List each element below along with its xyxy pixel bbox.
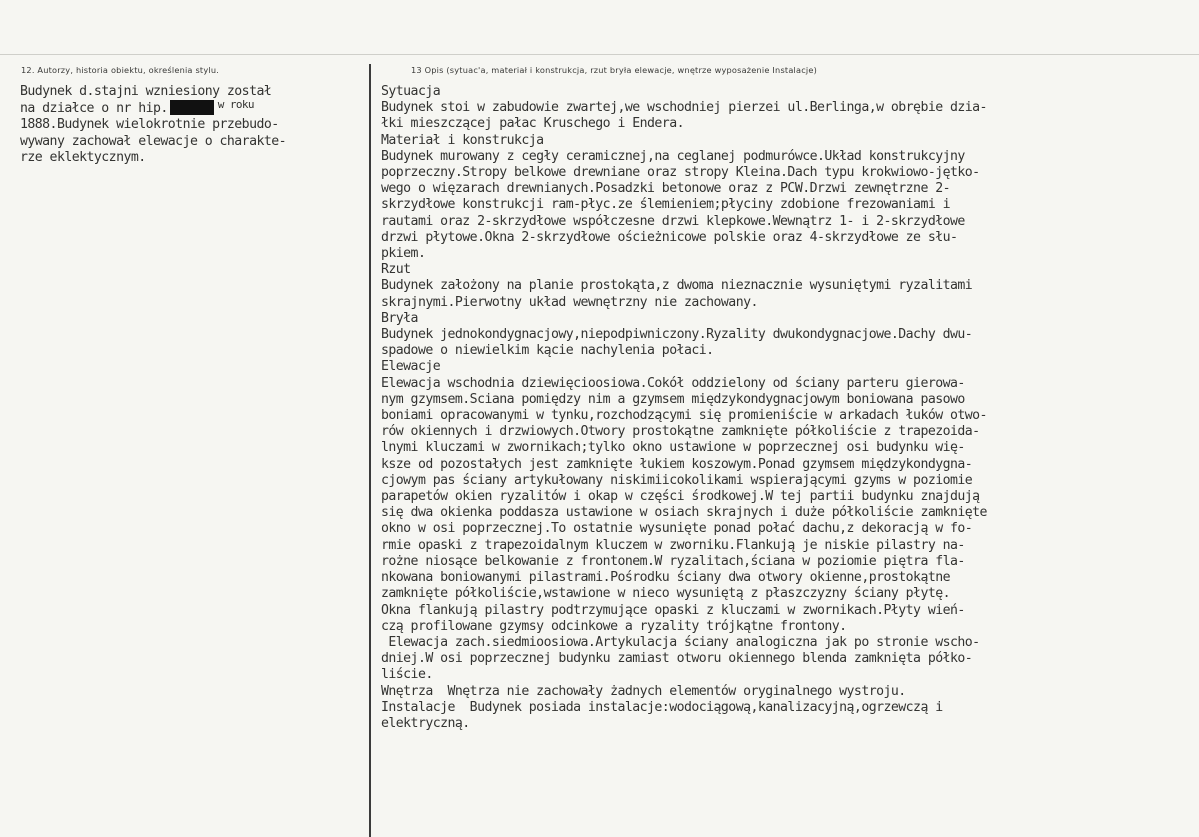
description-line: Budynek stoi w zabudowie zwartej,we wschodniej pierzei ul.Berlinga,w obrębie dzia-	[381, 100, 987, 116]
description-line: Wnętrza Wnętrza nie zachowały żadnych elementów oryginalnego wystroju.	[381, 683, 906, 699]
description-line: Materiał i konstrukcja	[381, 132, 544, 148]
text-fragment: na działce o nr hip.	[20, 101, 168, 117]
description-line: spadowe o niewielkim kącie nachylenia połaci.	[381, 343, 714, 359]
description-line: rożne niosące belkowanie z frontonem.W ryzalitach,ściana w poziomie piętra fla-	[381, 553, 965, 569]
section-13-header: 13 Opis (sytuac'a, materiał i konstrukcja, rzut bryła elewacje, wnętrze wyposażenie Instalacje)	[411, 65, 818, 75]
section-12-header: 12. Autorzy, historia obiektu, określenia stylu.	[21, 65, 220, 75]
description-line: czą profilowane gzymsy odcinkowe a ryzality trójkątne frontony.	[381, 618, 847, 634]
description-line: nym gzymsem.Ściana pomiędzy nim a gzymsem międzykondygnacjowym boniowana pasowo	[381, 391, 965, 407]
description-line: cjowym pas ściany artykułowany niskimiicokolikami wspierającymi gzyms w poziomie	[381, 472, 973, 488]
text-line: Budynek d.stajni wzniesiony został	[20, 84, 272, 99]
description-text	[381, 84, 1197, 732]
description-line: Budynek jednokondygnacjowy,niepodpiwniczony.Ryzality dwukondygnacjowe.Dachy dwu-	[381, 327, 973, 343]
description-line: Sytuacja	[381, 84, 441, 99]
description-line: Instalacje Budynek posiada instalacje:wodociągową,kanalizacyjną,ogrzewczą i	[381, 699, 943, 715]
text-line: rze eklektycznym.	[20, 149, 146, 165]
description-line: liście.	[381, 667, 433, 683]
description-line: lnymi kluczami w zwornikach;tylko okno ustawione w poprzecznej osi budynku wię-	[381, 440, 965, 456]
description-line: Budynek murowany z cegły ceramicznej,na ceglanej podmurówce.Układ konstrukcyjny	[381, 148, 965, 164]
description-line: Elewacja zach.siedmioosiowa.Artykulacja ściany analogiczna jak po stronie wscho-	[381, 634, 980, 650]
text-line	[20, 100, 365, 117]
text-line: wywany zachował elewacje o charakte-	[20, 133, 287, 149]
description-line: wego o więzarach drewnianych.Posadzki betonowe oraz z PCW.Drzwi zewnętrzne 2-	[381, 181, 950, 197]
overtyped-text: w roku	[217, 100, 254, 112]
column-divider	[369, 64, 371, 837]
description-line: elektryczną.	[381, 715, 470, 731]
description-line: pkiem.	[381, 246, 426, 262]
description-line: drzwi płytowe.Okna 2-skrzydłowe ościeżnicowe polskie oraz 4-skrzydłowe ze słu-	[381, 229, 958, 245]
description-line: okno w osi poprzecznej.To ostatnie wysunięte ponad połać dachu,z dekoracją w fo-	[381, 521, 973, 537]
description-line: rmie opaski z trapezoidalnym kluczem w zworniku.Flankują je niskie pilastry na-	[381, 537, 965, 553]
description-line: ksze od pozostałych jest zamknięte łukiem koszowym.Ponad gzymsem międzykondygna-	[381, 456, 973, 472]
description-line: Elewacja wschodnia dziewięcioosiowa.Cokół oddzielony od ściany parteru gierowa-	[381, 375, 965, 391]
description-line: rautami oraz 2-skrzydłowe współczesne drzwi klepkowe.Wewnątrz 1- i 2-skrzydłowe	[381, 213, 965, 229]
description-line: Rzut	[381, 262, 411, 278]
description-line: Elewacje	[381, 359, 441, 375]
description-line: Budynek założony na planie prostokąta,z dwoma nieznacznie wysuniętymi ryzalitami	[381, 278, 973, 294]
description-line: skrzydłowe konstrukcji ram-płyc.ze ślemieniem;płyciny zdobione frezowaniami i	[381, 197, 950, 213]
description-line: boniami opracowanymi w tynku,rozchodzącymi się promieniście w arkadach łuków otwo-	[381, 408, 987, 424]
description-line: zamknięte półkoliście,wstawione w nieco wysuniętą z płaszczyzny ściany płytę.	[381, 586, 950, 602]
top-rule	[0, 54, 1199, 55]
description-line: Bryła	[381, 310, 418, 326]
description-line: rów okiennych i drzwiowych.Otwory prostokątne zamknięte półkoliście z trapezoida-	[381, 424, 980, 440]
description-line: Okna flankują pilastry podtrzymujące opaski z kluczami w zwornikach.Płyty wień-	[381, 602, 965, 618]
description-line: poprzeczny.Stropy belkowe drewniane oraz stropy Kleina.Dach typu krokwiowo-jętko-	[381, 165, 980, 181]
description-line: się dwa okienka poddasza ustawione w osiach skrajnych i duże półkoliście zamknięte	[381, 505, 987, 521]
description-line: nkowana boniowanymi pilastrami.Pośrodku ściany dwa otwory okienne,prostokątne	[381, 570, 950, 586]
description-line: parapetów okien ryzalitów i okap w części środkowej.W tej partii budynku znajdują	[381, 489, 980, 505]
description-line: skrajnymi.Pierwotny układ wewnętrzny nie zachowany.	[381, 294, 758, 310]
redaction-block	[170, 100, 214, 115]
description-line: dniej.W osi poprzecznej budynku zamiast otworu okiennego blenda zamknięta półko-	[381, 651, 973, 667]
text-line: 1888.Budynek wielokrotnie przebudo-	[20, 117, 279, 133]
history-text	[20, 84, 365, 166]
description-line: łki mieszczącej pałac Kruschego i Endera.	[381, 116, 684, 132]
